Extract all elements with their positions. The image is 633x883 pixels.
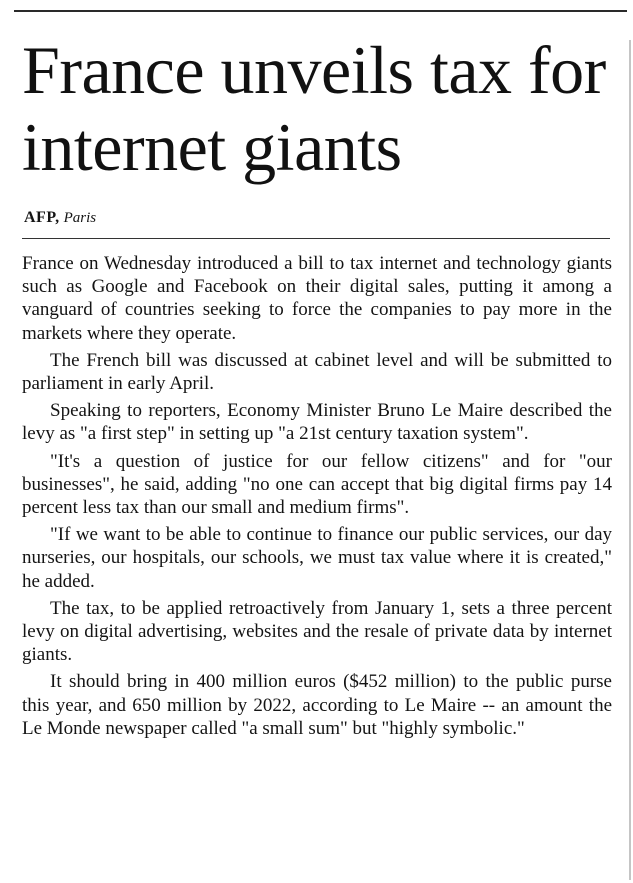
paragraph-6: The tax, to be applied retroactively from January 1, sets a three percent levy on digital advertising, websites and the resale of private data by internet giants. bbox=[22, 597, 612, 666]
paragraph-1: France on Wednesday introduced a bill to tax internet and technology giants such as Google and Facebook on their digital sales, putting it among a vanguard of countries seeking to force the companies to pay more in the markets where they operate. bbox=[22, 253, 612, 344]
article-body bbox=[22, 252, 612, 744]
byline-place: Paris bbox=[63, 210, 97, 226]
top-rule bbox=[14, 10, 627, 12]
byline bbox=[24, 208, 96, 228]
byline-agency: AFP, bbox=[24, 209, 60, 226]
paragraph-2: The French bill was discussed at cabinet level and will be submitted to parliament in early April. bbox=[22, 349, 612, 395]
paragraph-7: It should bring in 400 million euros ($452 million) to the public purse this year, and 650 million by 2022, according to Le Maire -- an amount the Le Monde newspaper called "a small sum" but "highly symbolic." bbox=[22, 671, 612, 739]
column-divider bbox=[629, 40, 631, 880]
paragraph-5: "If we want to be able to continue to finance our public services, our day nurseries, our hospitals, our schools, we must tax value where it is created," he added. bbox=[22, 524, 612, 592]
paragraph-4: "It's a question of justice for our fellow citizens" and for "our businesses", he said, adding "no one can accept that big digital firms pay 14 percent less tax than our small and medium firms". bbox=[22, 450, 612, 519]
paragraph-3: Speaking to reporters, Economy Minister Bruno Le Maire described the levy as "a first step" in setting up "a 21st century taxation system". bbox=[22, 400, 612, 445]
byline-rule bbox=[22, 238, 610, 239]
headline: France unveils tax for internet giants bbox=[22, 32, 606, 185]
